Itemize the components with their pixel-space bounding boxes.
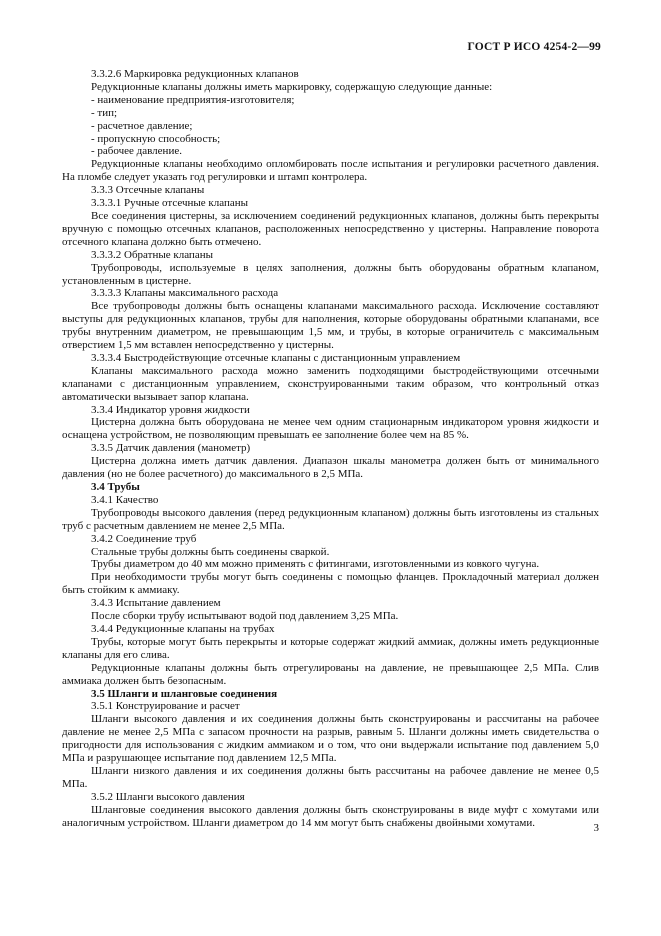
list-item: - рабочее давление. [91, 145, 182, 158]
section-heading: 3.4.4 Редукционные клапаны на трубах [91, 622, 275, 635]
paragraph: Клапаны максимального расхода можно заменить подходящими быстродействующими отсечными клапанами с дистанционным управлением, сконструированными таким образом, что контрольный отказ автоматически вызывает запор клапана. [62, 364, 599, 403]
list-item: - пропускную способность; [91, 132, 221, 145]
list-item: - наименование предприятия-изготовителя; [91, 93, 295, 106]
section-heading: 3.4.1 Качество [91, 493, 159, 506]
list-item: - тип; [91, 106, 118, 119]
paragraph: Цистерна должна быть оборудована не менее чем одним стационарным индикатором уровня жидкости и оснащена устройством, не позволяющим превышать ее заполнение более чем на 85 %. [62, 416, 599, 442]
paragraph: Все трубопроводы должны быть оснащены клапанами максимального расхода. Исключение составляют выступы для редукционных клапанов, трубы для наполнения, которые оборудованы обратными клапанами, все трубы внутренним диаметром, не превышающим 1,5 мм, и трубы, в которые ограничитель с максимальным отверстием 1,5 мм вставлен непосредственно у цистерны. [62, 300, 599, 352]
section-heading: 3.3.2.6 Маркировка редукционных клапанов [91, 68, 299, 80]
paragraph: Трубы диаметром до 40 мм можно применять с фитингами, изготовленными из ковкого чугуна. [91, 558, 540, 571]
paragraph: Шланговые соединения высокого давления должны быть сконструированы в виде муфт с хомутами или аналогичным устройством. Шланги диаметром до 14 мм могут быть снабжены двойными хомутами. [62, 803, 599, 829]
paragraph: После сборки трубу испытывают водой под давлением 3,25 МПа. [91, 610, 399, 623]
section-heading: 3.5.1 Конструирование и расчет [91, 700, 240, 713]
paragraph: Редукционные клапаны необходимо опломбировать после испытания и регулировки расчетного давления. На пломбе следует указать год регулировки и штамп контролера. [62, 158, 599, 184]
paragraph: Трубопроводы, используемые в целях заполнения, должны быть оборудованы обратным клапаном, установленным в цистерне. [62, 261, 599, 287]
section-heading-bold: 3.5 Шланги и шланговые соединения [91, 687, 278, 700]
page-body [62, 68, 599, 829]
section-heading: 3.3.4 Индикатор уровня жидкости [91, 403, 250, 416]
section-heading: 3.3.5 Датчик давления (манометр) [91, 442, 251, 455]
paragraph: Трубы, которые могут быть перекрыты и которые содержат жидкий аммиак, должны иметь редукционные клапаны для его слива. [62, 635, 599, 661]
section-heading: 3.3.3.2 Обратные клапаны [91, 248, 213, 261]
list-item: - расчетное давление; [91, 119, 193, 132]
section-heading: 3.3.3 Отсечные клапаны [91, 184, 205, 197]
paragraph: Все соединения цистерны, за исключением соединений редукционных клапанов, должны быть перекрыты вручную с помощью отсечных клапанов, расположенных непосредственно у цистерны. Направление поворота отсечного клапана должно быть отмечено. [62, 209, 599, 248]
paragraph: Цистерна должна иметь датчик давления. Диапазон шкалы манометра должен быть от минимального давления (но не более расчетного) до максимального в 2,5 МПа. [62, 455, 599, 481]
section-heading: 3.4.3 Испытание давлением [91, 597, 221, 610]
paragraph: Трубопроводы высокого давления (перед редукционным клапаном) должны быть изготовлены из стальных труб с расчетным давлением не менее 2,5 МПа. [62, 506, 599, 532]
document-header: ГОСТ Р ИСО 4254-2—99 [467, 41, 601, 53]
paragraph: При необходимости трубы могут быть соединены с помощью фланцев. Прокладочный материал должен быть стойким к аммиаку. [62, 571, 599, 597]
paragraph: Редукционные клапаны должны иметь маркировку, содержащую следующие данные: [91, 80, 493, 93]
section-heading: 3.3.3.1 Ручные отсечные клапаны [91, 197, 249, 210]
section-heading: 3.3.3.3 Клапаны максимального расхода [91, 287, 279, 300]
paragraph: Редукционные клапаны должны быть отрегулированы на давление, не превышающее 2,5 МПа. Слив аммиака должен быть безопасным. [62, 661, 599, 687]
paragraph: Шланги низкого давления и их соединения должны быть рассчитаны на рабочее давление не менее 0,5 МПа. [62, 764, 599, 790]
paragraph: Стальные трубы должны быть соединены сваркой. [91, 545, 330, 558]
page-number: 3 [593, 822, 599, 834]
section-heading-bold: 3.4 Трубы [91, 481, 140, 493]
paragraph: Шланги высокого давления и их соединения должны быть сконструированы и рассчитаны на рабочее давление не менее 2,5 МПа с запасом прочности на разрыв, равным 5. Шланги должны иметь свидетельства о пригодности для использования с жидким аммиаком и о том, что они выдержали испытание под давлением 5,0 МПа и разрушающее испытание под давлением 12,5 МПа. [62, 713, 599, 765]
section-heading: 3.5.2 Шланги высокого давления [91, 790, 245, 803]
section-heading: 3.4.2 Соединение труб [91, 532, 197, 545]
section-heading: 3.3.3.4 Быстродействующие отсечные клапаны с дистанционным управлением [91, 351, 461, 364]
